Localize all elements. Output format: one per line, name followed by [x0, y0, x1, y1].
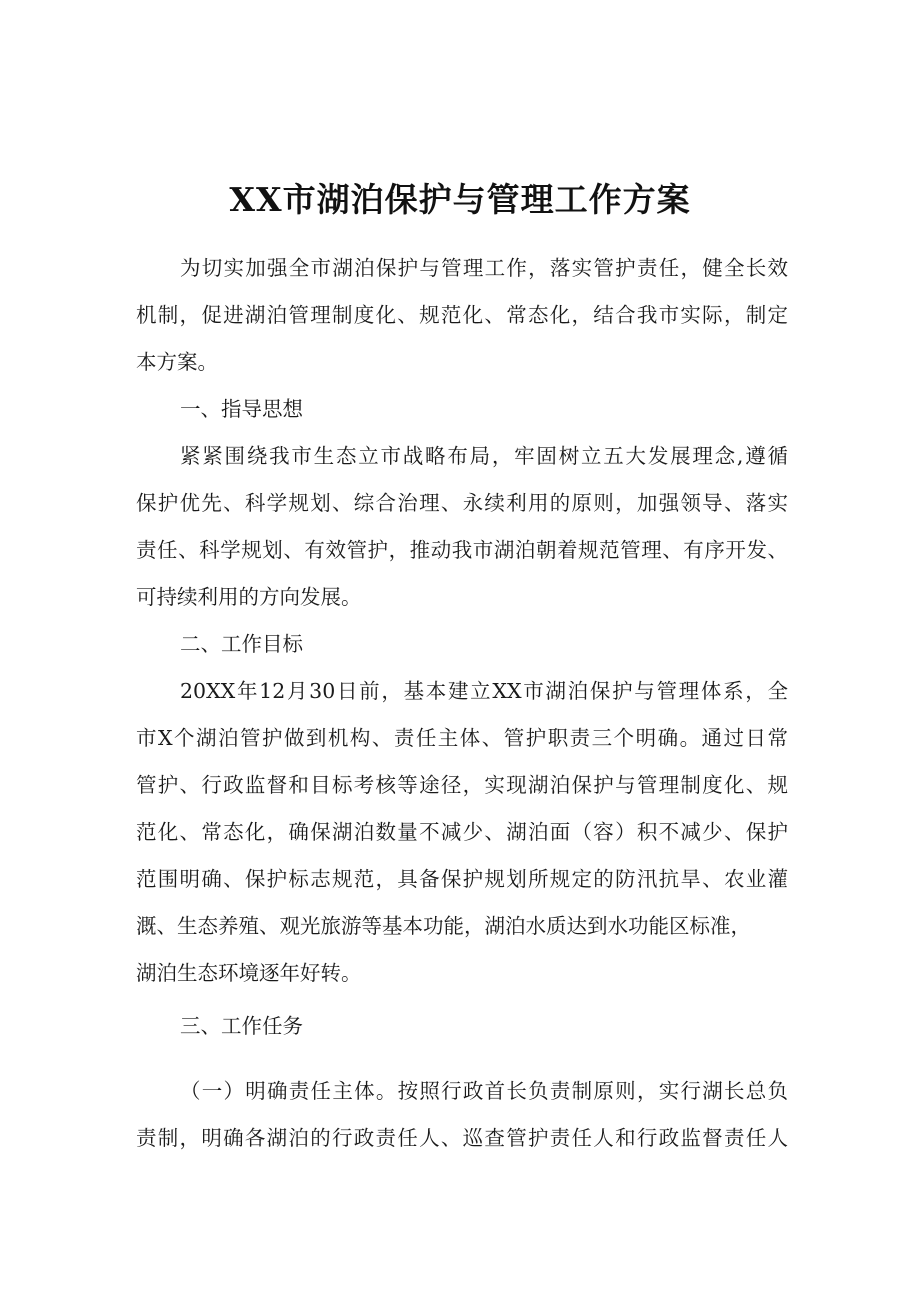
section-heading: 二、工作目标	[180, 632, 303, 656]
paragraph-line: 市X个湖泊管护做到机构、责任主体、管护职责三个明确。通过日常	[136, 726, 788, 750]
paragraph-line: 管护、行政监督和目标考核等途径，实现湖泊保护与管理制度化、规	[136, 773, 788, 797]
section-heading: 一、指导思想	[180, 397, 303, 421]
paragraph-line: 为切实加强全市湖泊保护与管理工作，落实管护责任，健全长效	[180, 256, 788, 280]
paragraph-line: 溉、生态养殖、观光旅游等基本功能，湖泊水质达到水功能区标准，	[136, 914, 751, 938]
paragraph-line: 范围明确、保护标志规范，具备保护规划所规定的防汛抗旱、农业灌	[136, 867, 788, 891]
document-body	[136, 245, 788, 1162]
paragraph-line: 范化、常态化，确保湖泊数量不减少、湖泊面（容）积不减少、保护	[136, 820, 788, 844]
paragraph-line: 本方案。	[136, 350, 218, 374]
paragraph-line: 责制，明确各湖泊的行政责任人、巡查管护责任人和行政监督责任人	[136, 1126, 788, 1150]
paragraph-line: （一）明确责任主体。按照行政首长负责制原则，实行湖长总负	[180, 1079, 788, 1103]
document-title: XX市湖泊保护与管理工作方案	[229, 180, 691, 219]
paragraph-line: 湖泊生态环境逐年好转。	[136, 961, 362, 985]
spacer	[136, 1050, 788, 1068]
paragraph-line: 责任、科学规划、有效管护，推动我市湖泊朝着规范管理、有序开发、	[136, 538, 788, 562]
paragraph-line: 可持续利用的方向发展。	[136, 585, 362, 609]
section-heading: 三、工作任务	[180, 1014, 303, 1038]
paragraph-line: 机制，促进湖泊管理制度化、规范化、常态化，结合我市实际，制定	[136, 303, 788, 327]
paragraph-line: 保护优先、科学规划、综合治理、永续利用的原则，加强领导、落实	[136, 491, 788, 515]
paragraph-line: 20XX年12月30日前，基本建立XX市湖泊保护与管理体系，全	[180, 679, 788, 703]
paragraph-line: 紧紧围绕我市生态立市战略布局，牢固树立五大发展理念,遵循	[180, 444, 788, 468]
